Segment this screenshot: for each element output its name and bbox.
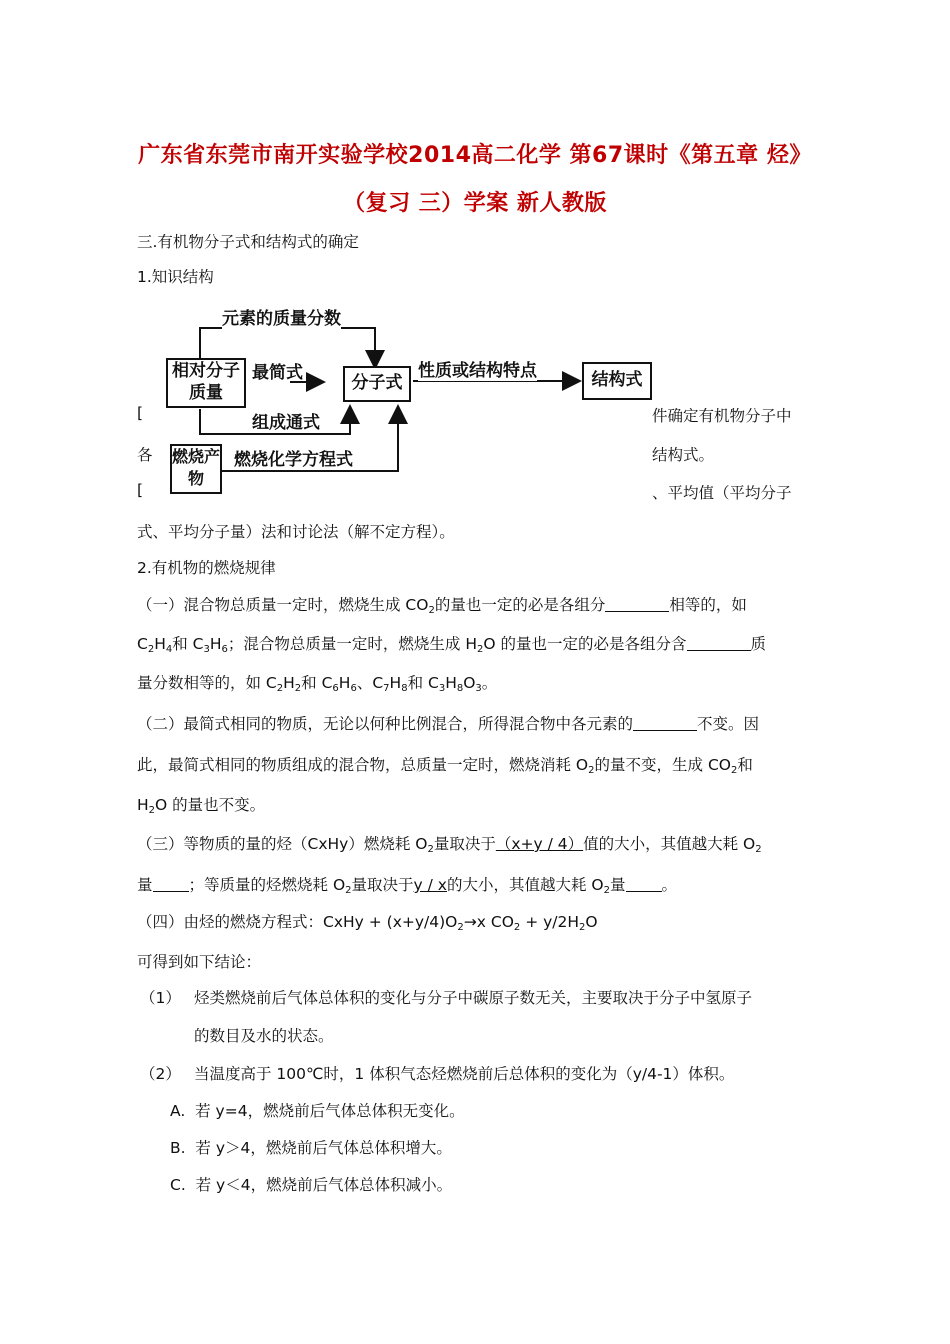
formula-text: H xyxy=(137,796,149,814)
item-1-line-2: 的数目及水的状态。 xyxy=(194,1027,334,1045)
rule-3-text-e: 量 xyxy=(137,876,153,894)
subscript: 2 xyxy=(428,605,435,616)
reaction-arrow-icon: → xyxy=(463,913,477,931)
answer-blank[interactable] xyxy=(626,877,662,892)
rule-3-text-j: 量 xyxy=(609,876,626,894)
subscript: 2 xyxy=(579,922,586,933)
option-text: 若 y=4，燃烧前后气体总体积无变化。 xyxy=(195,1102,465,1120)
subscript: 7 xyxy=(383,683,390,694)
answer-blank[interactable] xyxy=(605,597,669,612)
rule-4-text-c: + y/2H xyxy=(520,913,580,931)
formula-text: C xyxy=(137,635,148,653)
hidden-text-row-4: 式、平均分子量）法和讨论法（解不定方程）。 xyxy=(137,523,455,541)
rule-3-text-a: （三）等物质的量的烃（CxHy）燃烧耗 O xyxy=(137,835,428,853)
label-general-formula: 组成通式 xyxy=(252,408,320,433)
rule-3-answer-h: y / x xyxy=(413,876,447,894)
rule-2-line-1 xyxy=(137,712,759,734)
formula-text: 和 C xyxy=(172,635,204,653)
rule-1-line-2 xyxy=(137,632,766,655)
rule-3-text-b: 量取决于 xyxy=(433,835,496,853)
rule-1-text-b: 的量也一定的必是各组分 xyxy=(434,596,606,614)
rule-2-text-c: 此，最简式相同的物质组成的混合物，总质量一定时，燃烧消耗 O xyxy=(137,756,589,774)
rule-2-text-g: O 的量也不变。 xyxy=(155,796,266,814)
rule-1-line-1 xyxy=(137,593,747,616)
subscript: 6 xyxy=(350,683,357,694)
rule-2-text-d: 的量不变，生成 CO xyxy=(594,756,731,774)
rule-3-text-k: 。 xyxy=(661,876,678,894)
subscript: 2 xyxy=(294,683,302,694)
answer-blank[interactable] xyxy=(687,636,751,651)
subscript: 4 xyxy=(165,644,173,655)
formula-text: 。 xyxy=(481,674,498,692)
formula-text: 量分数相等的，如 C xyxy=(137,674,277,692)
subscript: 2 xyxy=(276,683,284,694)
subscript: 8 xyxy=(401,683,408,694)
subscript: 2 xyxy=(513,922,521,933)
relative-molecular-mass-box: 相对分子质量 xyxy=(166,358,246,408)
rule-3-text-g: 量取决于 xyxy=(351,876,414,894)
subscript: 8 xyxy=(456,683,464,694)
rule-1-text-d: ；混合物总质量一定时，燃烧生成 H xyxy=(227,635,477,653)
rule-1-text-c: 相等的，如 xyxy=(669,596,747,614)
rule-2-text-b: 不变。因 xyxy=(697,715,760,733)
hidden-text-row-3-right: 、平均值（平均分子 xyxy=(652,484,792,502)
option-b xyxy=(170,1136,452,1158)
subscript: 2 xyxy=(148,805,156,816)
rule-3-text-f: ；等质量的烃燃烧耗 O xyxy=(188,876,346,894)
option-a xyxy=(170,1099,465,1121)
label-combustion-equation: 燃烧化学方程式 xyxy=(234,445,353,470)
subscript: 2 xyxy=(588,765,595,776)
formula-text: 和 C xyxy=(407,674,439,692)
rule-3-answer-c: （x+y / 4） xyxy=(495,835,584,853)
subscript: 2 xyxy=(730,765,738,776)
rule-3-text-d: 值的大小，其值越大耗 O xyxy=(583,835,756,853)
subscript: 3 xyxy=(203,644,210,655)
formula-text: H xyxy=(283,674,295,692)
formula-text: H xyxy=(209,635,222,653)
rule-4-text-a: （四）由烃的燃烧方程式：CxHy + (x+y/4)O xyxy=(137,913,458,931)
rule-1-line-3 xyxy=(137,671,497,694)
label-element-mass-fraction: 元素的质量分数 xyxy=(222,304,341,329)
rule-2-line-2 xyxy=(137,753,753,776)
subscript: 6 xyxy=(221,644,228,655)
rule-1-text-f: 质 xyxy=(750,635,767,653)
molecular-formula-box: 分子式 xyxy=(343,366,411,402)
hidden-text-row-2-right: 结构式。 xyxy=(652,446,715,464)
formula-text: 、C xyxy=(356,674,384,692)
subscript: 2 xyxy=(476,644,484,655)
subsection-1-heading: 1.知识结构 xyxy=(137,268,214,286)
subscript: 2 xyxy=(457,922,464,933)
subsection-2-heading: 2.有机物的燃烧规律 xyxy=(137,559,276,577)
subscript: 2 xyxy=(755,844,762,855)
title-line-1: 广东省东莞市南开实验学校2014高二化学 第67课时《第五章 烃》 xyxy=(138,143,812,168)
label-property-structure: 性质或结构特点 xyxy=(418,356,537,381)
rule-3-line-2 xyxy=(137,873,677,896)
option-text: 若 y＞4，燃烧前后气体总体积增大。 xyxy=(195,1139,452,1157)
item-1-number: （1） xyxy=(140,989,181,1007)
formula-text: O xyxy=(463,674,476,692)
option-c xyxy=(170,1173,452,1195)
title-line-2: （复习 三）学案 新人教版 xyxy=(343,191,607,216)
hidden-text-row-1-right: 件确定有机物分子中 xyxy=(652,407,792,425)
option-label: B. xyxy=(170,1139,186,1157)
item-1-line-1: 烃类燃烧前后气体总体积的变化与分子中碳原子数无关，主要取决于分子中氢原子 xyxy=(194,989,753,1007)
subscript: 3 xyxy=(475,683,482,694)
structural-formula-box: 结构式 xyxy=(582,362,652,400)
hidden-text-row-1-left: [ xyxy=(137,404,144,422)
rule-4-text-b: x CO xyxy=(476,913,514,931)
option-text: 若 y＜4，燃烧前后气体总体积减小。 xyxy=(195,1176,453,1194)
hidden-text-row-2-left: 各 xyxy=(137,446,153,464)
subscript: 2 xyxy=(345,885,352,896)
subscript: 3 xyxy=(438,683,446,694)
subscript: 2 xyxy=(427,844,434,855)
subscript: 2 xyxy=(147,644,155,655)
rule-4-text-d: O xyxy=(585,913,598,931)
item-2-text: 当温度高于 100℃时，1 体积气态烃燃烧前后总体积的变化为（y/4-1）体积。 xyxy=(194,1065,735,1083)
formula-text: H xyxy=(389,674,402,692)
option-label: A. xyxy=(170,1102,186,1120)
label-simplest-formula: 最简式 xyxy=(252,363,303,383)
knowledge-structure-diagram xyxy=(130,296,830,511)
hidden-text-row-3-left: [ xyxy=(137,481,144,499)
rule-2-text-e: 和 xyxy=(737,756,753,774)
rule-3-text-i: 的大小，其值越大耗 O xyxy=(446,876,604,894)
answer-blank[interactable] xyxy=(633,716,697,731)
rule-4-line xyxy=(137,910,598,933)
subscript: 6 xyxy=(332,683,339,694)
conclusion-intro: 可得到如下结论： xyxy=(137,953,262,971)
rule-1-text-e: O 的量也一定的必是各组分含 xyxy=(483,635,687,653)
section-heading: 三.有机物分子式和结构式的确定 xyxy=(137,233,359,251)
formula-text: H xyxy=(154,635,166,653)
rule-2-text-a: （二）最简式相同的物质，无论以何种比例混合，所得混合物中各元素的 xyxy=(137,715,634,733)
formula-text: 和 C xyxy=(301,674,333,692)
formula-text: H xyxy=(338,674,351,692)
rule-2-line-3 xyxy=(137,793,265,816)
rule-1-text-a: （一）混合物总质量一定时，燃烧生成 CO xyxy=(137,596,429,614)
combustion-product-box: 燃烧产物 xyxy=(170,444,222,494)
option-label: C. xyxy=(170,1176,186,1194)
subscript: 2 xyxy=(603,885,610,896)
answer-blank[interactable] xyxy=(153,877,189,892)
item-2-number: （2） xyxy=(140,1065,181,1083)
formula-text: H xyxy=(445,674,457,692)
rule-3-line-1 xyxy=(137,832,762,855)
